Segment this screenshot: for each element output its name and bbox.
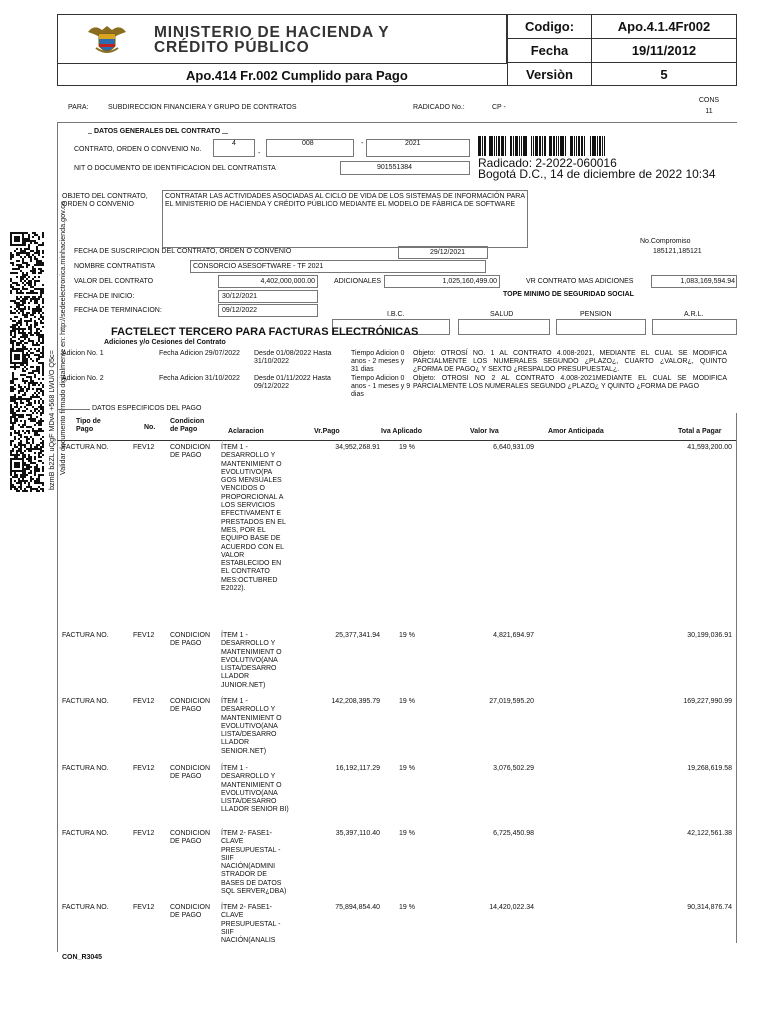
- cell-vr-pago: 16,192,117.29: [335, 765, 380, 772]
- salud-field: [458, 319, 550, 335]
- general-section-title: DATOS GENERALES DEL CONTRATO: [94, 128, 221, 135]
- fecha-terminacion-label: FECHA DE TERMINACION:: [74, 307, 162, 314]
- cell-valor-iva: 14,420,022.34: [489, 904, 534, 911]
- cell-tipo: FACTURA NO.: [62, 904, 109, 911]
- col-aclaracion: Aclaracion: [228, 428, 264, 435]
- table-header-rule: [57, 440, 737, 441]
- cell-tipo: FACTURA NO.: [62, 632, 109, 639]
- radicado-barcode: [478, 136, 610, 156]
- cell-no: FEV12: [133, 904, 155, 911]
- radicado-label: RADICADO No.:: [413, 104, 465, 111]
- cell-total: 30,199,036.91: [687, 632, 732, 639]
- col-tipo-pago: Tipo de Pago: [76, 418, 101, 433]
- adicion-label: Adicion No. 1: [62, 350, 104, 357]
- version-value: 5: [591, 62, 737, 86]
- cell-condicion: CONDICION DE PAGO: [170, 765, 211, 780]
- cell-no: FEV12: [133, 632, 155, 639]
- cell-condicion: CONDICION DE PAGO: [170, 698, 211, 713]
- cell-iva: 19 %: [399, 904, 415, 911]
- cell-tipo: FACTURA NO.: [62, 698, 109, 705]
- objeto-value: CONTRATAR LAS ACTIVIDADES ASOCIADAS AL CICLO DE VIDA DE LOS SISTEMAS DE INFORMACIÓN PARA EL MINISTERIO DE HACIENDA Y CRÉDITO PÚBLICO MEDIANTE EL MODELO DE FÁBRICA DE SOFTWARE: [165, 193, 525, 208]
- cell-valor-iva: 3,076,502.29: [493, 765, 534, 772]
- cell-vr-pago: 35,397,110.40: [335, 830, 380, 837]
- valor-contrato-value: 4,402,000,000.00: [260, 278, 315, 285]
- cell-valor-iva: 6,725,450.98: [493, 830, 534, 837]
- side-code-text: bzmB b2ZL uQgF MDv4 +568 LWU/O Q5c=: [47, 350, 56, 490]
- cell-iva: 19 %: [399, 698, 415, 705]
- adicionales-label: ADICIONALES: [334, 278, 382, 285]
- pago-section-title: DATOS ESPECIFICOS DEL PAGO: [92, 405, 202, 412]
- cell-iva: 19 %: [399, 765, 415, 772]
- arl-label: A.R.L.: [684, 311, 704, 318]
- salud-label: SALUD: [490, 311, 514, 318]
- col-valor-iva: Valor Iva: [470, 428, 499, 435]
- compromiso-value: 185121,185121: [653, 248, 702, 255]
- compromiso-label: No.Compromiso: [640, 238, 691, 245]
- cell-iva: 19 %: [399, 444, 415, 451]
- cell-vr-pago: 34,952,268.91: [335, 444, 380, 451]
- cell-no: FEV12: [133, 830, 155, 837]
- cell-iva: 19 %: [399, 632, 415, 639]
- cell-aclaracion: ÍTEM 1 - DESARROLLO Y MANTENIMIENT O EVOLUTIVO(PA GOS MENSUALES VENCIDOS O PROPORCIONAL A LOS SERVICIOS EFECTIVAMENT E PRESTADOS EN EL MES, POR EL EQUIPO BASE DE ACUERDO CON EL VALOR ESTABLECIDO EN EL CONTRATO MES:OCTUBRED E2022).: [221, 444, 286, 593]
- vr-mas-adiciones-value: 1,083,169,594.94: [680, 278, 735, 285]
- side-validation-text: Validar documento firmado digitalmente en: http://sedeelectronica.minhacienda.gov.co: [58, 201, 67, 475]
- objeto-label: OBJETO DEL CONTRATO, ORDEN O CONVENIO: [62, 193, 148, 208]
- col-iva-aplicado: Iva Aplicado: [381, 428, 422, 435]
- ibc-label: I.B.C.: [387, 311, 405, 318]
- nombre-contratista-value: CONSORCIO ASESOFTWARE - TF 2021: [193, 263, 324, 270]
- adiciones-title: Adiciones y/o Cesiones del Contrato: [104, 339, 226, 346]
- fecha-suscripcion-label: FECHA DE SUSCRIPCION DEL CONTRATO, ORDEN O CONVENIO: [74, 248, 292, 255]
- cell-aclaracion: ÍTEM 2- FASE1- CLAVE PRESUPUESTAL - SIIF NACIÓN(ANALIS: [221, 904, 281, 945]
- nit-label: NIT O DOCUMENTO DE IDENTIFICACION DEL CONTRATISTA: [74, 165, 276, 172]
- cell-no: FEV12: [133, 444, 155, 451]
- valor-contrato-label: VALOR DEL CONTRATO: [74, 278, 154, 285]
- contrato-num2: 008: [302, 140, 314, 147]
- contrato-num1: 4: [232, 140, 236, 147]
- divider: [57, 122, 737, 123]
- nit-value: 901551384: [377, 164, 413, 171]
- cell-condicion: CONDICION DE PAGO: [170, 444, 211, 459]
- contrato-sep1: -: [258, 150, 261, 157]
- cp-label: CP -: [492, 104, 506, 111]
- cell-condicion: CONDICION DE PAGO: [170, 830, 211, 845]
- para-value: SUBDIRECCION FINANCIERA Y GRUPO DE CONTRATOS: [108, 104, 297, 111]
- cell-tipo: FACTURA NO.: [62, 444, 109, 451]
- col-vr-pago: Vr.Pago: [314, 428, 340, 435]
- cell-condicion: CONDICION DE PAGO: [170, 632, 211, 647]
- table-rule: [736, 413, 737, 943]
- ministry-name-line1: MINISTERIO DE HACIENDA Y: [154, 24, 390, 41]
- nombre-contratista-label: NOMBRE CONTRATISTA: [74, 263, 156, 270]
- cell-vr-pago: 142,208,395.79: [331, 698, 380, 705]
- col-total-pagar: Total a Pagar: [678, 428, 722, 435]
- cell-total: 42,122,561.38: [687, 830, 732, 837]
- contrato-sep2: -: [361, 140, 364, 147]
- cell-valor-iva: 6,640,931.09: [493, 444, 534, 451]
- fecha-inicio-label: FECHA DE INICIO:: [74, 293, 135, 300]
- footer-code: CON_R3045: [62, 954, 103, 961]
- pension-label: PENSION: [580, 311, 612, 318]
- cons-value: 11: [705, 108, 713, 115]
- tope-minimo-label: TOPE MINIMO DE SEGURIDAD SOCIAL: [503, 291, 634, 298]
- fecha-label: Fecha: [507, 38, 592, 63]
- adicion-fecha: Fecha Adicion 29/07/2022: [159, 350, 240, 357]
- col-amor-anticipada: Amor Anticipada: [548, 428, 604, 435]
- cell-total: 90,314,876.74: [687, 904, 732, 911]
- adicion-label: Adicion No. 2: [62, 375, 104, 382]
- adicionales-value: 1,025,160,499.00: [442, 278, 497, 285]
- cell-total: 19,268,619.58: [687, 765, 732, 772]
- cell-condicion: CONDICION DE PAGO: [170, 904, 211, 919]
- codigo-value: Apo.4.1.4Fr002: [591, 14, 737, 39]
- adicion-desde: Desde 01/11/2022 Hasta 09/12/2022: [254, 375, 331, 390]
- radicado-stamp-line1: Radicado: 2-2022-060016: [478, 156, 617, 170]
- pension-field: [556, 319, 646, 335]
- cell-vr-pago: 75,894,854.40: [335, 904, 380, 911]
- col-no: No.: [144, 424, 156, 431]
- vr-mas-adiciones-label: VR CONTRATO MAS ADICIONES: [526, 278, 634, 285]
- cell-tipo: FACTURA NO.: [62, 765, 109, 772]
- fecha-value: 19/11/2012: [591, 38, 737, 63]
- cell-valor-iva: 27,019,595.20: [489, 698, 534, 705]
- cell-no: FEV12: [133, 765, 155, 772]
- cell-valor-iva: 4,821,694.97: [493, 632, 534, 639]
- cell-no: FEV12: [133, 698, 155, 705]
- fecha-inicio-value: 30/12/2021: [222, 293, 258, 300]
- cell-aclaracion: ÍTEM 1 - DESARROLLO Y MANTENIMIENT O EVOLUTIVO(ANA LISTA/DESARRO LLADOR SENIOR.NET): [221, 698, 282, 755]
- cons-label: CONS: [698, 97, 720, 104]
- adicion-objeto: Objeto: OTROSÍ NO. 1 AL CONTRATO 4.008-2021, MEDIANTE EL CUAL SE MODIFICA PARCIALMENTE LOS NUMERALES SEGUNDO ¿PLAZO¿, CUARTO ¿VALOR¿, QUINTO ¿FORMA DE PAGO¿ Y SEXTO ¿RESPALDO PRESUPUESTAL¿.: [413, 350, 727, 373]
- adicion-desde: Desde 01/08/2022 Hasta 31/10/2022: [254, 350, 332, 365]
- coat-of-arms-logo: [86, 22, 128, 58]
- version-label: Versiòn: [507, 62, 592, 86]
- fecha-suscripcion-value: 29/12/2021: [430, 249, 466, 256]
- ministry-name-line2: CRÉDITO PÚBLICO: [154, 39, 310, 56]
- cell-vr-pago: 25,377,341.94: [335, 632, 380, 639]
- cell-aclaracion: ÍTEM 1 - DESARROLLO Y MANTENIMIENT O EVOLUTIVO(ANA LISTA/DESARRO LLADOR JUNIOR.NET): [221, 632, 282, 689]
- adicion-objeto: Objeto: OTROSI NO 2 AL CONTRATO 4.008-2021MEDIANTE EL CUAL SE MODIFICA PARCIALMENTE LOS NUMERALES SEGUNDO ¿PLAZO¿ Y QUINTO ¿FORMA DE PAGO: [413, 375, 727, 390]
- document-title: Apo.414 Fr.002 Cumplido para Pago: [186, 68, 408, 83]
- fecha-terminacion-value: 09/12/2022: [222, 307, 258, 314]
- para-label: PARA:: [68, 104, 89, 111]
- adicion-tiempo: Tiempo Adicion 0 anos - 1 meses y 9 dias: [351, 375, 411, 398]
- qr-code: [10, 232, 44, 492]
- arl-field: [652, 319, 737, 335]
- cell-total: 169,227,990.99: [683, 698, 732, 705]
- cell-tipo: FACTURA NO.: [62, 830, 109, 837]
- codigo-label: Codigo:: [507, 14, 592, 39]
- col-condicion: Condicion de Pago: [170, 418, 205, 433]
- cell-aclaracion: ÍTEM 2- FASE1- CLAVE PRESUPUESTAL - SIIF NACIÓN(ADMINI STRADOR DE BASES DE DATOS SQL SERVER¿DBA): [221, 830, 287, 896]
- radicado-stamp-line2: Bogotá D.C., 14 de diciembre de 2022 10:34: [478, 167, 716, 181]
- factelect-heading: FACTELECT TERCERO PARA FACTURAS ELECTRÓNICAS: [111, 326, 419, 338]
- adicion-fecha: Fecha Adicion 31/10/2022: [159, 375, 240, 382]
- cell-iva: 19 %: [399, 830, 415, 837]
- cell-total: 41,593,200.00: [687, 444, 732, 451]
- contrato-label: CONTRATO, ORDEN O CONVENIO No.: [74, 146, 202, 153]
- cell-aclaracion: ÍTEM 1 - DESARROLLO Y MANTENIMIENT O EVOLUTIVO(ANA LISTA/DESARRO LLADOR SENIOR BI): [221, 765, 289, 814]
- contrato-year: 2021: [405, 140, 421, 147]
- adicion-tiempo: Tiempo Adicion 0 anos - 2 meses y 31 dias: [351, 350, 405, 373]
